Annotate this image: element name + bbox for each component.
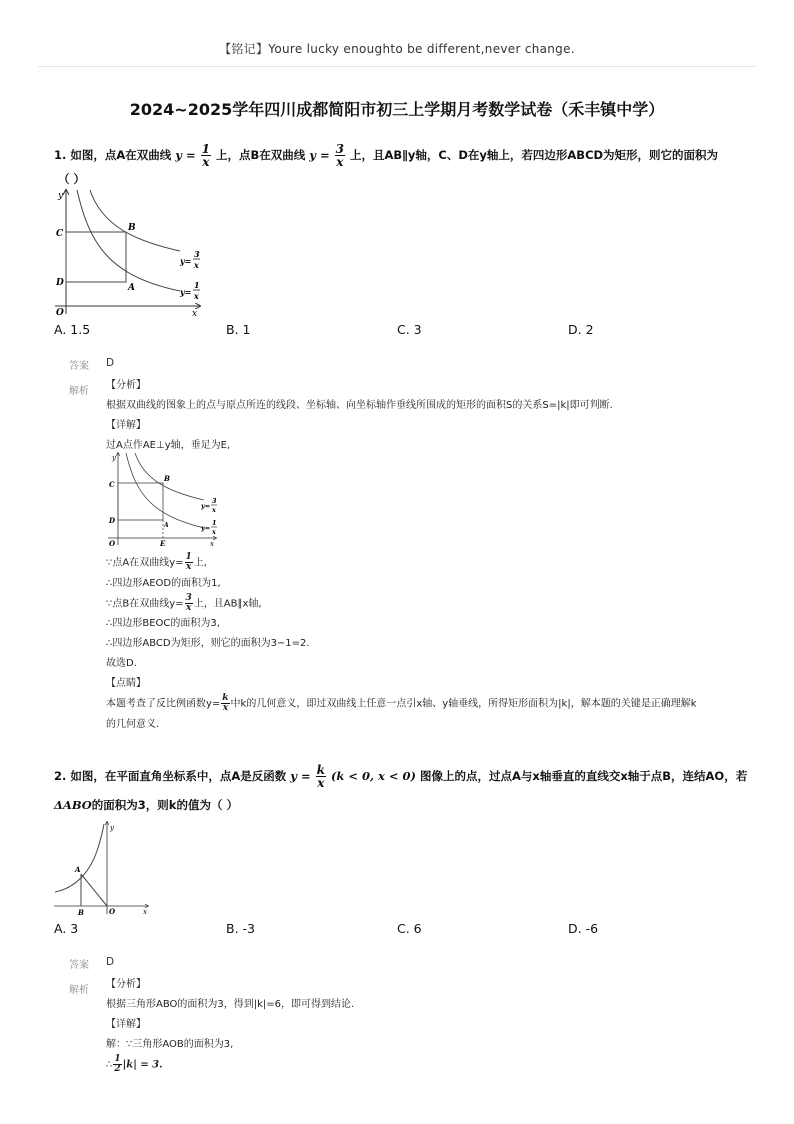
q1-solution-figure [104,450,224,548]
exam-title: 2024~2025学年四川成都简阳市初三上学期月考数学试卷（禾丰镇中学） [129,100,665,119]
q2-eq-fraction: $\frac{k}{x}$ [316,763,325,790]
q1-solution [106,376,613,456]
q1-answer-label: 答案 [69,361,89,372]
q1-eq1-lhs: y = [175,148,196,162]
q1-fig-curve1-num: 1 [194,280,200,290]
q1-option-b[interactable]: B. 1 [226,322,251,337]
q1s-b-label: B [164,474,170,483]
q1-sol-line5: ∴四边形BEOC的面积为3, [106,618,220,629]
q1-fig-curve3-den: x [194,260,199,270]
q2-sol-line1: 解：∵三角形AOB的面积为3, [106,1039,234,1050]
q1-fig-curve3-lhs: y= [180,256,192,266]
q2-curve [55,824,104,892]
q1-eq2-lhs: y = [309,148,330,162]
q1-fig-d-label: D [56,278,64,288]
q2-o-label: O [109,907,116,916]
q1-eq1-fraction: $\frac{1}{x}$ [201,142,210,169]
q1s-curve3-lhs: y= [201,502,211,510]
q1-sol-line2: ∵点A在双曲线y= $\frac{1}{x}$ 上, [106,552,207,572]
q1s-d-label: D [109,516,116,525]
q2-option-b[interactable]: B. -3 [226,921,255,936]
q2-text-b: 图像上的点，过点A与x轴垂直的直线交x轴于点B，连结AO，若 [420,769,748,783]
header-motto: 【铭记】Youre lucky enoughto be different,never change. [219,42,575,56]
q2-answer-label: 答案 [69,960,89,971]
q2-x-label: x [143,908,147,916]
q1-fig-curve3-num: 3 [194,249,200,259]
q1s-e-label: E [160,539,166,548]
q1-fig-a-label: A [128,283,135,293]
q1-analysis-label: 解析 [69,386,89,397]
q1-eq2-fraction: $\frac{3}{x}$ [335,142,344,169]
q2-y-label: y [110,824,114,832]
q1-answer-paren: （ ） [58,172,86,186]
q2-xiangjie-tag: 【详解】 [106,1019,146,1030]
header-divider [38,66,756,67]
q2-text-c: 的面积为3，则k的值为（ ） [91,798,238,812]
q1s-curve1-den: x [212,528,216,536]
question-2-stem [54,764,754,789]
q1-fig-b-label: B [128,223,136,233]
q1-fig-c-label: C [56,229,64,239]
q1-note-line2: 的几何意义. [106,718,160,730]
q1-answer-value: D [106,357,115,369]
q1-fig-y-label: y [58,191,64,201]
q1-text-c: 上，且AB∥y轴，C、D在y轴上，若四边形ABCD为矩形，则它的面积为 [350,148,719,162]
q1-solution-cont [106,553,697,735]
q2-fenxi-tag: 【分析】 [106,979,146,990]
q2-analysis-label: 解析 [69,985,89,996]
q2-a-label: A [75,865,81,874]
q2-triangle: ΔABO [54,798,92,812]
q1-fig-curve1-den: x [194,291,199,301]
q1-fig-curve1-lhs: y= [180,287,192,297]
q2-fenxi-text: 根据三角形ABO的面积为3，得到|k|=6，即可得到结论. [106,999,355,1010]
q2-figure [50,818,155,918]
q1s-rectangle [118,483,163,520]
q1-text-a: 1. 如图，点A在双曲线 [54,148,172,162]
q1-sol-line6: ∴四边形ABCD为矩形，则它的面积为3−1=2. [106,638,310,649]
q1s-curve1-lhs: y= [201,524,211,532]
q1-note-line1: 本题考查了反比例函数y= $\frac{k}{x}$ 中k的几何意义，即过双曲线上任意一点引x轴、y轴垂线，所得矩形面积为|k|，解本题的关键是正确理解k [106,693,697,713]
q1-dianjing-tag: 【点睛】 [106,678,146,689]
q1s-curve3-den: x [212,506,216,514]
q1s-o-label: O [109,539,116,548]
q1-sol-line3: ∴四边形AEOD的面积为1, [106,577,221,589]
q1s-x-label: x [210,540,214,548]
q1-sol-line1: 过A点作AE⊥y轴，垂足为E, [106,440,231,451]
q1s-y-label: y [112,454,116,462]
q2-answer-value: D [106,956,115,968]
q1s-a-label: A [164,522,169,529]
q1-option-c[interactable]: C. 3 [397,322,422,337]
q2-stem-line2 [54,796,238,814]
q1-figure [50,186,210,318]
q2-eq-lhs: y = [290,769,311,783]
q2-text-a: 2. 如图，在平面直角坐标系中，点A是反函数 [54,769,287,783]
q2-b-label: B [78,908,84,917]
q1-xiangjie-tag: 【详解】 [106,420,146,431]
q1-fenxi-tag: 【分析】 [106,380,146,391]
q1-curve-1-over-x [77,190,180,291]
q1-text-b: 上，点B在双曲线 [216,148,306,162]
question-1-stem [54,143,754,168]
q1s-curve-1-over-x [126,453,204,528]
q2-option-c[interactable]: C. 6 [397,921,422,936]
q1-fenxi-text: 根据双曲线的图象上的点与原点所连的线段、坐标轴、向坐标轴作垂线所围成的矩形的面积S的关系S=|k|即可判断. [106,400,613,411]
q2-option-a[interactable]: A. 3 [54,921,79,936]
q2-sol-line2: ∴ $\frac{1}{2}$ |k| = 3. [106,1054,163,1074]
q1-option-d[interactable]: D. 2 [568,322,594,337]
q2-solution [106,975,354,1076]
q1s-curve1-num: 1 [212,519,217,527]
q1-sol-line4: ∵点B在双曲线y= $\frac{3}{x}$ 上，且AB∥x轴, [106,592,262,613]
q1-fig-o-label: O [56,308,64,318]
q1-rectangle-abcd [66,232,126,282]
q1-option-a[interactable]: A. 1.5 [54,322,91,337]
q2-option-d[interactable]: D. -6 [568,921,599,936]
q1-curve-3-over-x [90,190,180,251]
q2-segment-ao [81,874,107,906]
q1s-c-label: C [109,480,115,489]
q1s-curve3-num: 3 [212,497,217,505]
q1-fig-x-label: x [192,309,198,318]
q2-eq-condition: (k < 0, x < 0) [330,769,416,783]
q1-sol-line7: 故选D. [106,658,137,669]
